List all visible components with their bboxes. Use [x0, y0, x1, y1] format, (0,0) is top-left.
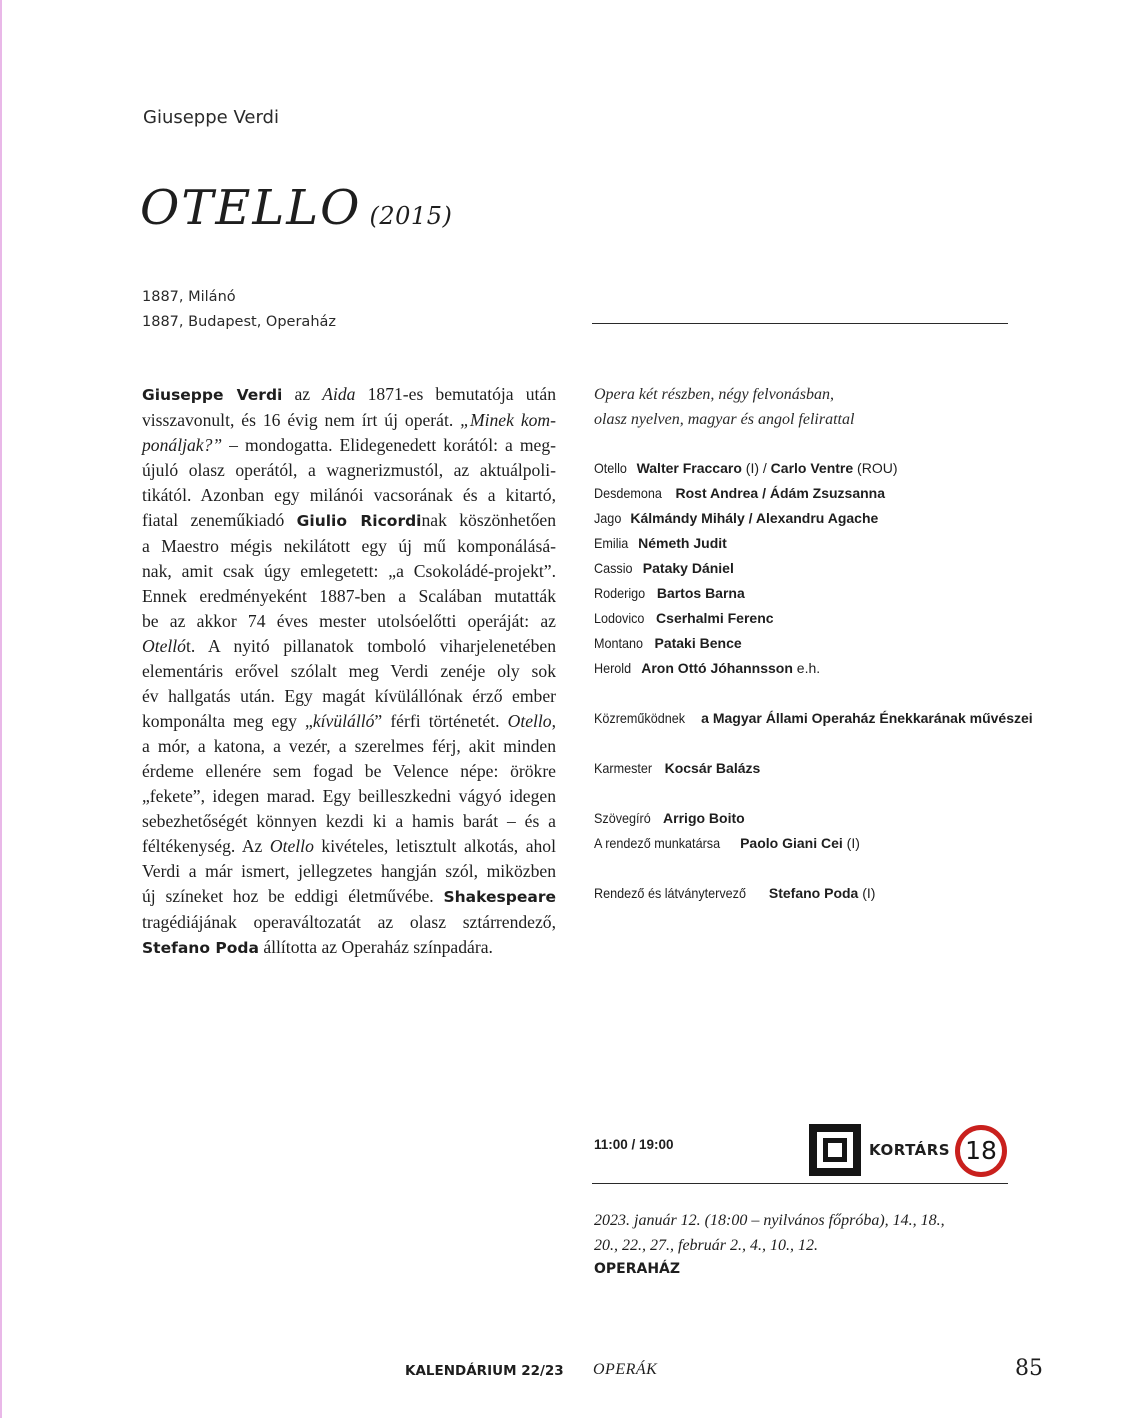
cast-row-roderigo — [594, 581, 1014, 606]
text-span: t. A nyitó pillanatok tomboló viharjelenetében — [185, 636, 556, 656]
dates-line: 2023. január 12. (18:00 – nyilvános főpróba), 14., 18., — [594, 1212, 945, 1229]
text-line — [142, 709, 556, 734]
italic-quote: ponáljak?” — [142, 435, 223, 455]
footer-publication: KALENDÁRIUM 22/23 — [405, 1363, 564, 1379]
performance-times: 11:00 / 19:00 — [594, 1137, 674, 1152]
age-rating-badge: 18 — [955, 1125, 1007, 1177]
cast-row-herold — [594, 656, 1014, 681]
performer-name: a Magyar Állami Operaház Énekkarának művészei — [701, 710, 1033, 726]
spacer — [594, 781, 1014, 806]
text-line — [142, 935, 556, 961]
performer-name: Aron Ottó Jóhannsson — [641, 660, 793, 676]
text-line: a mór, a katona, a vezér, a szerelmes férj, akit minden — [142, 736, 556, 756]
text-line — [142, 884, 556, 910]
performer-name: Kálmándy Mihály / Alexandru Agache — [630, 510, 879, 526]
performer-name: Walter Fraccaro — [636, 460, 742, 476]
text-line — [142, 433, 556, 458]
suffix: (I) — [858, 885, 876, 901]
italic-title: Otello — [507, 711, 552, 731]
performer-name: Kocsár Balázs — [664, 760, 761, 776]
cast-row-jago — [594, 506, 1014, 531]
text-span: – mondogatta. Elidegenedett korától: a meg- — [222, 435, 556, 455]
cast-row-desdemona — [594, 481, 1014, 506]
role-label: A rendező munkatársa — [594, 835, 721, 851]
premiere-budapest: 1887, Budapest, Operaház — [142, 314, 337, 330]
divider-top — [592, 323, 1008, 324]
cast-row-lodovico — [594, 606, 1014, 631]
text-line: év hallgatás után. Egy magát kívülállónak érző ember — [142, 686, 556, 706]
text-span: visszavonult, és 16 évig nem írt új operát. — [142, 410, 461, 430]
text-line: érdeme ellenére sem fogad be Velence népe: örökre — [142, 761, 556, 781]
suffix: e.h. — [792, 660, 821, 676]
role-label: Montano — [594, 635, 644, 651]
performer-name: Stefano Poda — [768, 885, 859, 901]
performer-name: Németh Judit — [638, 535, 727, 551]
note-line: Opera két részben, négy felvonásban, — [594, 386, 834, 403]
credit-librettist — [594, 806, 1014, 831]
text-line: Ennek eredményeként 1887-ben a Scalában mutatták — [142, 586, 556, 606]
role-label: Desdemona — [594, 485, 662, 501]
text-line: újuló olasz operától, a wagnerizmustól, az aktuálpoli- — [142, 460, 556, 480]
italic-quote: „Minek kom- — [460, 410, 556, 430]
spacer — [594, 681, 1014, 706]
suffix: (ROU) — [853, 460, 898, 476]
role-label: Roderigo — [594, 585, 646, 601]
performer-name: Carlo Ventre — [770, 460, 854, 476]
text-span: kivételes, letisztult alkotás, ahol — [313, 836, 556, 856]
spacer — [594, 731, 1014, 756]
premiere-list — [142, 285, 336, 335]
text-span: ” férfi történetét. — [374, 711, 508, 731]
italic-title: Otelló — [142, 636, 186, 656]
performer-name: Cserhalmi Ferenc — [656, 610, 774, 626]
italic-title: Aida — [322, 384, 356, 404]
spacer — [594, 856, 1014, 881]
performer-name: Rost Andrea / Ádám Zsuzsanna — [675, 485, 886, 501]
suffix: (I) — [842, 835, 860, 851]
credit-director — [594, 881, 1014, 906]
performance-dates — [594, 1208, 1014, 1258]
text-span: állította az Operaház színpadára. — [258, 937, 493, 957]
role-label: Közreműködnek — [594, 710, 686, 726]
text-line: be az akkor 74 éves mester utolsóelőtti operáját: az — [142, 611, 556, 631]
credit-assistant-director — [594, 831, 1014, 856]
category-label: KORTÁRS — [869, 1141, 951, 1159]
performer-name: Pataky Dániel — [642, 560, 734, 576]
venue-name: OPERAHÁZ — [594, 1261, 681, 1277]
text-line — [142, 634, 556, 659]
performance-note — [594, 382, 1014, 432]
text-line — [142, 508, 556, 534]
role-label: Lodovico — [594, 610, 645, 626]
description-text — [142, 382, 556, 961]
role-label: Emilia — [594, 535, 629, 551]
text-span: , — [551, 711, 557, 731]
text-line — [142, 382, 556, 408]
text-line: Verdi a már ismert, jellegzetes hangján szól, miközben — [142, 861, 556, 881]
text-line: sebezhetőségét könnyen kezdi ki a hamis barát – és a — [142, 811, 556, 831]
opera-title — [140, 180, 452, 236]
page-edge-line — [0, 0, 2, 1418]
cast-row-emilia — [594, 531, 1014, 556]
text-span: nak köszönhetően — [421, 510, 556, 530]
italic-title: Otello — [269, 836, 314, 856]
bold-name: Giulio Ricordi — [296, 512, 422, 530]
text-span: új színeket hoz be eddigi életművébe. — [142, 886, 444, 906]
performer-name: Paolo Giani Cei — [740, 835, 843, 851]
text-span: komponálta meg egy „ — [142, 711, 313, 731]
text-line — [142, 408, 556, 433]
text-line: tragédiájának operaváltozatát az olasz sztárrendező, — [142, 912, 556, 932]
premiere-milan: 1887, Milánó — [142, 289, 236, 305]
text-span: féltékenység. Az — [142, 836, 270, 856]
role-label: Otello — [594, 460, 627, 476]
credit-conductor — [594, 756, 1014, 781]
cast-row-cassio — [594, 556, 1014, 581]
production-year: (2015) — [369, 202, 453, 230]
dates-line: 20., 22., 27., február 2., 4., 10., 12. — [594, 1237, 818, 1254]
footer-section: OPERÁK — [593, 1361, 658, 1378]
text-span: fiatal zeneműkiadó — [142, 510, 297, 530]
text-line: „fekete”, idegen marad. Egy beilleszkedni vágyó idegen — [142, 786, 556, 806]
role-label: Karmester — [594, 760, 653, 776]
logo-ring — [828, 1143, 842, 1157]
divider-bottom — [592, 1183, 1008, 1184]
title-text: OTELLO — [140, 180, 362, 236]
page-number: 85 — [1015, 1356, 1043, 1381]
production-info — [594, 382, 1033, 906]
kortars-square-icon — [809, 1124, 861, 1176]
composer-name: Giuseppe Verdi — [143, 107, 279, 128]
text-line: elementáris erővel szólalt meg Verdi zenéje oly sok — [142, 661, 556, 681]
bold-name: Giuseppe Verdi — [142, 386, 283, 404]
cast-row-otello — [594, 456, 1014, 481]
cast-row-montano — [594, 631, 1014, 656]
bold-name: Shakespeare — [443, 888, 556, 906]
bold-name: Stefano Poda — [142, 939, 259, 957]
note-line: olasz nyelven, magyar és angol felirattal — [594, 411, 855, 428]
italic-word: kívülálló — [312, 711, 375, 731]
text-line: a Maestro mégis nekilátott egy új mű komponálásá- — [142, 536, 556, 556]
role-label: Rendező és látványtervező — [594, 885, 746, 901]
role-label: Jago — [594, 510, 622, 526]
performer-name: Arrigo Boito — [663, 810, 745, 826]
text-line: tikától. Azonban egy milánói vacsorának és a kitartó, — [142, 485, 556, 505]
role-label: Cassio — [594, 560, 633, 576]
role-label: Szövegíró — [594, 810, 651, 826]
suffix: (I) / — [741, 460, 771, 476]
credit-chorus — [594, 706, 1033, 731]
cast-list — [594, 456, 1033, 906]
performer-name: Pataki Bence — [654, 635, 742, 651]
text-span: 1871-es bemutatója után — [355, 384, 557, 404]
performer-name: Bartos Barna — [656, 585, 745, 601]
role-label: Herold — [594, 660, 632, 676]
text-line — [142, 834, 556, 859]
text-line: nak, amit csak úgy emlegetett: „a Csokoládé-projekt”. — [142, 561, 556, 581]
text-span: az — [282, 384, 323, 404]
